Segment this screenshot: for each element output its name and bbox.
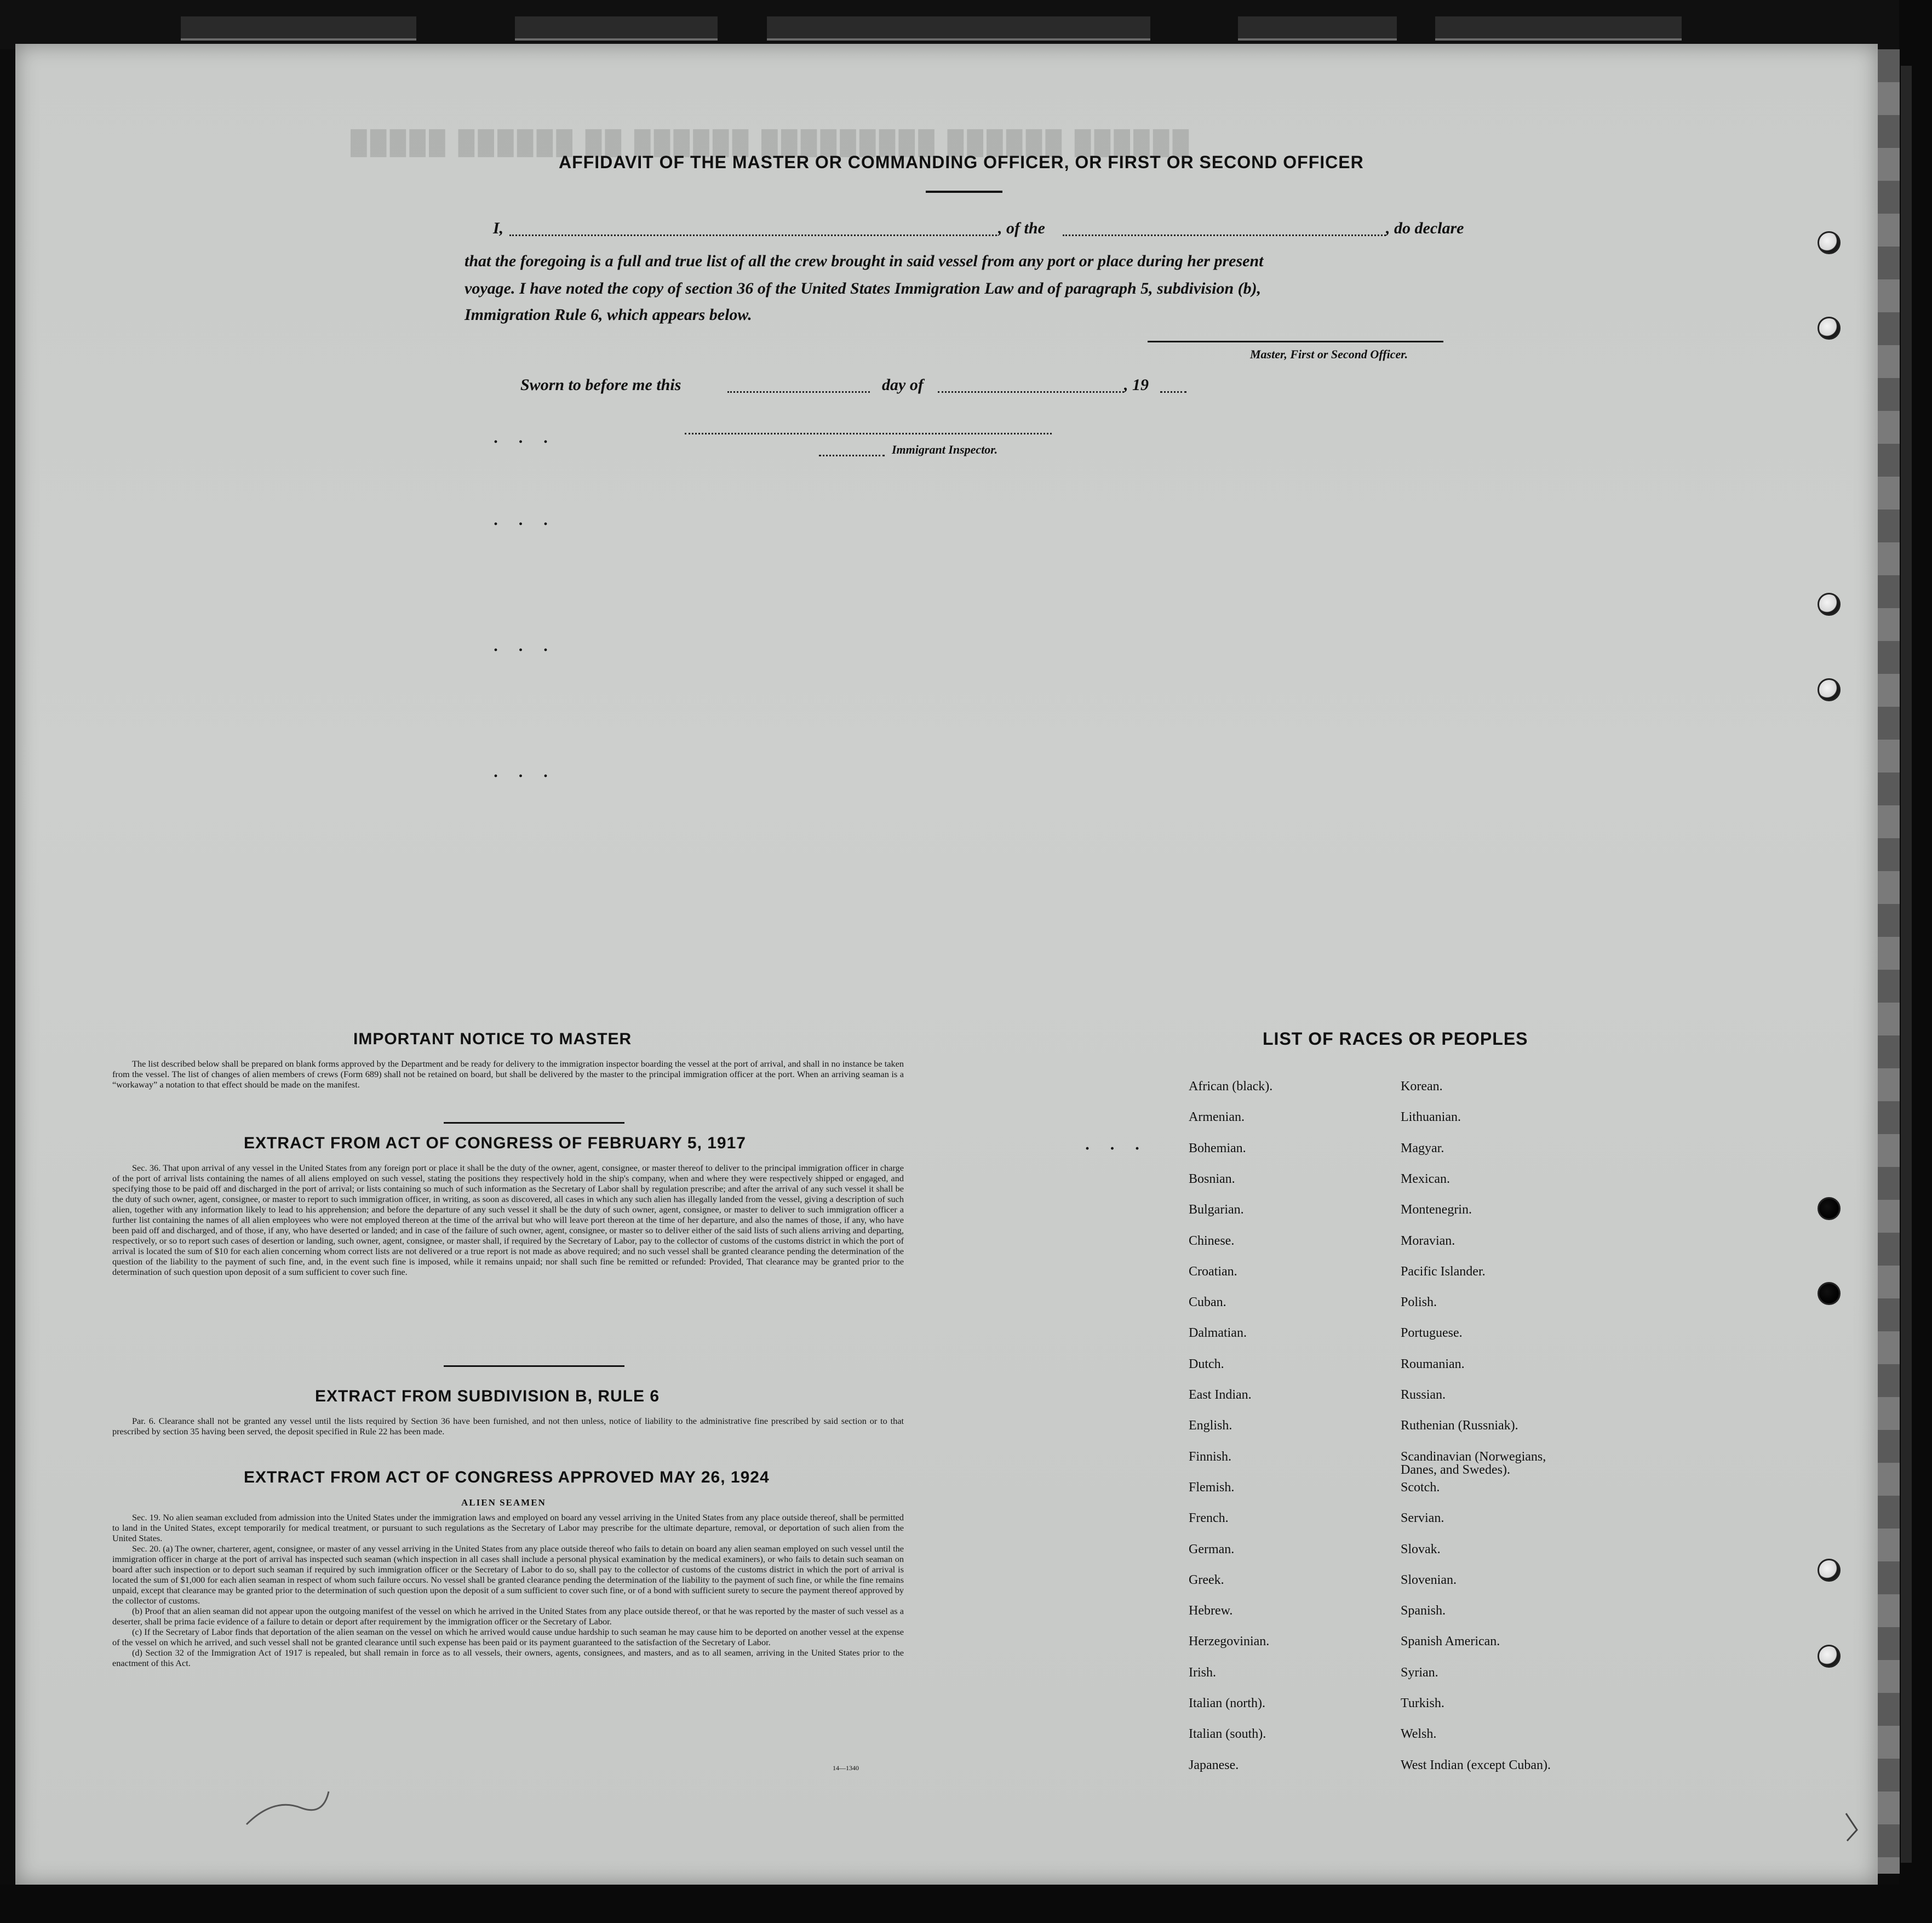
affidavit-line-4: Immigration Rule 6, which appears below. bbox=[465, 306, 752, 324]
sec-36-paragraph: Sec. 36. That upon arrival of any vessel in the United States from any foreign port or place it shall be the duty of the owner, agent, consignee, or master thereof to deliver to the principal immigration officer in charge of the port of arrival lists containing the names of all aliens employed on such vessel, stating the positions they respectively hold in the ship's company, when and where they were respectively shipped or engaged, and specifying those to be paid off and discharged in the port of arrival; or lists containing so much of such information as the Secretary of Labor shall by regulation prescribe; and after the arrival of any such vessel it shall be the duty of such owner, agent, consignee, or master to report to such immigration officer, in writing, as soon as discovered, all cases in which any such alien has illegally landed from the vessel, giving a description of such alien, together with any information likely to lead to his apprehension; and before the departure of any such vessel it shall be the duty of such owner, agent, consignee, or master to deliver to such immigration officer a further list containing the names of all alien employees who were not employed thereon at the time of the arrival but who will leave port thereon at the time of her departure, and also the names of those, if any, who have been paid off and discharged, and of those, if any, who have deserted or landed; and in case of the failure of such owner, agent, consignee, or master so to deliver either of the said lists of such aliens arriving and departing, respectively, or so to report such cases of desertion or landing, such owner, agent, consignee, or master shall, if required by the Secretary of Labor, pay to the collector of customs of the customs district in which the port of arrival is located the sum of $10 for each alien concerning whom correct lists are not delivered or a true report is not made as above required; and no such vessel shall be granted clearance pending the determination of the question of the liability to the payment of such fine, and, in the event such fine is imposed, while it remains unpaid; nor shall such fine be remitted or refunded: Provided, That clearance may be granted prior to the determination of such question upon deposit of a sum sufficient to cover such fine. bbox=[112, 1163, 904, 1277]
sec-20a-paragraph: Sec. 20. (a) The owner, charterer, agent, consignee, or master of any vessel arriving in the United States from any place outside thereof who fails to detain on board any alien seaman employed on such vessel until the immigration officer in charge at the port of arrival has inspected such seaman (which inspection in all cases shall include a personal physical examination by the medical examiners), or who fails to detain such seaman on board after such inspection or to deport such seaman if required by such immigration officer or the Secretary of Labor to do so, shall pay to the collector of customs of the customs district in which the port of arrival is located the sum of $1,000 for each alien seaman in respect of whom such failure occurs. No vessel shall be granted clearance pending the determination of the liability to the payment of such fine, or while the fine remains unpaid, except that clearance may be granted prior to the determination of such question upon the deposit of a sum sufficient to cover such fine, or of a bond with sufficient surety to secure the payment thereof approved by the collector of customs. bbox=[112, 1543, 904, 1606]
blank-day-line bbox=[727, 391, 870, 393]
top-edge-tab bbox=[515, 16, 718, 41]
race-item: African (black). bbox=[1189, 1079, 1273, 1094]
race-item: Bosnian. bbox=[1189, 1171, 1235, 1186]
top-edge-tab bbox=[1238, 16, 1397, 41]
race-item: Spanish American. bbox=[1401, 1634, 1500, 1649]
race-item: Finnish. bbox=[1189, 1449, 1232, 1464]
punch-hole bbox=[1818, 231, 1841, 254]
alien-seamen-subheading: ALIEN SEAMEN bbox=[461, 1497, 546, 1508]
affidavit-title: AFFIDAVIT OF THE MASTER OR COMMANDING OFFICER, OR FIRST OR SECOND OFFICER bbox=[559, 152, 1364, 172]
notice-paragraph: The list described below shall be prepared on blank forms approved by the Department and be ready for delivery to the immigration inspector boarding the vessel at the port of arrival, and shall in no instance be taken from the vessel. The list of changes of alien members of crews (Form 689) shall not be retained on board, but shall be delivered by the master to the principal immigration officer at the port. When an arriving seaman is a “workaway” a notation to that effect should be made on the manifest. bbox=[112, 1058, 904, 1090]
race-item: Bohemian. bbox=[1189, 1141, 1246, 1155]
page-edge-strip bbox=[1878, 49, 1900, 1874]
race-item: Mexican. bbox=[1401, 1171, 1450, 1186]
race-item: Korean. bbox=[1401, 1079, 1443, 1094]
race-item: Chinese. bbox=[1189, 1233, 1235, 1248]
pencil-mark bbox=[241, 1786, 351, 1835]
sec-20d-paragraph: (d) Section 32 of the Immigration Act of 1917 is repealed, but shall remain in force as to all vessels, their owners, agents, consignees, and masters, and as to all seamen, arriving in the United States prior to the enactment of this Act. bbox=[112, 1647, 904, 1668]
race-item: German. bbox=[1189, 1542, 1235, 1556]
inspector-signature-lead bbox=[819, 455, 885, 456]
race-item: Lithuanian. bbox=[1401, 1110, 1461, 1125]
margin-tick-marks: · · · bbox=[493, 433, 557, 451]
races-heading: LIST OF RACES OR PEOPLES bbox=[1263, 1029, 1528, 1049]
race-item: Hebrew. bbox=[1189, 1604, 1233, 1618]
punch-hole bbox=[1818, 678, 1841, 701]
notice-heading: IMPORTANT NOTICE TO MASTER bbox=[353, 1030, 632, 1048]
master-signature-line bbox=[1148, 341, 1443, 342]
par-6-paragraph: Par. 6. Clearance shall not be granted any vessel until the lists required by Section 36 have been furnished, and not then unless, notice of liability to the administrative fine prescribed by said section or to that prescribed by section 35 having been served, the deposit specified in Rule 22 has been made. bbox=[112, 1416, 904, 1436]
master-signature-label: Master, First or Second Officer. bbox=[1250, 347, 1408, 361]
blank-name-line bbox=[509, 234, 997, 236]
punch-hole bbox=[1818, 317, 1841, 340]
race-item: Pacific Islander. bbox=[1401, 1264, 1486, 1279]
sec-19-paragraph: Sec. 19. No alien seaman excluded from admission into the United States under the immigration laws and employed on board any vessel arriving in the United States from any place outside thereof, shall be permitted to land in the United States, except temporarily for medical treatment, or pursuant to such regulations as the Secretary of Labor may prescribe for the ultimate departure, removal, or deportation of such alien from the United States. bbox=[112, 1512, 904, 1543]
extract-1917-text bbox=[112, 1163, 904, 1277]
margin-tick-marks: · · · bbox=[493, 515, 557, 533]
inspector-signature-line bbox=[685, 433, 1052, 434]
sec-20c-paragraph: (c) If the Secretary of Labor finds that deportation of the alien seaman on the vessel on which he arrived would cause undue hardship to such seaman he may cause him to be deported on another vessel at the expense of the vessel on which he arrived, and such vessel shall not be granted clearance until such expense has been paid or its payment guaranteed to the satisfaction of the Secretary of Labor. bbox=[112, 1627, 904, 1647]
inspector-label: Immigrant Inspector. bbox=[892, 443, 998, 456]
sec-20b-paragraph: (b) Proof that an alien seaman did not appear upon the outgoing manifest of the vessel on which he arrived in the United States from any place outside thereof, or that he was reported by the master of such vessel as a deserter, shall be prima facie evidence of a failure to detain or deport after requirement by the immigration officer or the Secretary of Labor. bbox=[112, 1606, 904, 1627]
notice-divider bbox=[444, 1122, 624, 1124]
form-number: 14—1340 bbox=[833, 1764, 859, 1772]
affidavit-of-the: , of the bbox=[998, 219, 1045, 237]
scan-frame-bottom bbox=[0, 1885, 1932, 1923]
race-item: French. bbox=[1189, 1511, 1229, 1526]
top-edge-tab bbox=[767, 16, 1150, 41]
race-item: Slovenian. bbox=[1401, 1572, 1457, 1587]
subdivision-b-heading: EXTRACT FROM SUBDIVISION B, RULE 6 bbox=[315, 1387, 660, 1405]
race-item: Magyar. bbox=[1401, 1141, 1444, 1155]
race-item: Croatian. bbox=[1189, 1264, 1237, 1279]
race-item: Ruthenian (Russniak). bbox=[1401, 1418, 1518, 1433]
race-item: Welsh. bbox=[1401, 1727, 1437, 1742]
race-item: East Indian. bbox=[1189, 1388, 1252, 1402]
affidavit-line-3: voyage. I have noted the copy of section 36 of the United States Immigration Law and of paragraph 5, subdivision (b), bbox=[465, 279, 1262, 297]
punch-hole bbox=[1818, 593, 1841, 616]
race-item: Turkish. bbox=[1401, 1696, 1444, 1710]
race-item: Italian (north). bbox=[1189, 1696, 1265, 1710]
punch-hole bbox=[1818, 1197, 1841, 1220]
race-item: Polish. bbox=[1401, 1295, 1437, 1310]
pencil-mark bbox=[1841, 1808, 1868, 1846]
race-item: Danes, and Swedes). bbox=[1401, 1462, 1510, 1477]
race-item: Montenegrin. bbox=[1401, 1203, 1472, 1217]
blank-vessel-line bbox=[1063, 234, 1386, 236]
affidavit-line-2: that the foregoing is a full and true list of all the crew brought in said vessel from any port or place during her present bbox=[465, 252, 1264, 270]
margin-tick-marks: · · · bbox=[493, 767, 557, 785]
race-item: Russian. bbox=[1401, 1388, 1446, 1402]
page-edge-shadow bbox=[1901, 66, 1912, 1863]
race-item: Irish. bbox=[1189, 1665, 1216, 1680]
race-item: West Indian (except Cuban). bbox=[1401, 1758, 1551, 1772]
punch-hole bbox=[1818, 1559, 1841, 1582]
affidavit-i: I, bbox=[493, 219, 504, 237]
race-item: Portuguese. bbox=[1401, 1326, 1463, 1341]
race-item: Armenian. bbox=[1189, 1110, 1245, 1125]
extract-1917-heading: EXTRACT FROM ACT OF CONGRESS OF FEBRUARY 5, 1917 bbox=[244, 1134, 746, 1152]
race-item: Cuban. bbox=[1189, 1295, 1226, 1310]
extract-1924-text bbox=[112, 1512, 904, 1668]
race-item: Moravian. bbox=[1401, 1233, 1455, 1248]
race-item: Slovak. bbox=[1401, 1542, 1441, 1556]
margin-tick-marks: · · · bbox=[493, 641, 557, 659]
title-underline bbox=[926, 191, 1002, 193]
race-item: Flemish. bbox=[1189, 1480, 1235, 1495]
race-item: Bulgarian. bbox=[1189, 1203, 1244, 1217]
punch-hole bbox=[1818, 1282, 1841, 1305]
blank-month-line bbox=[938, 391, 1124, 393]
bleed-through-text: █████ ██████ ██ ██████ █████████ ██████ ██████ bbox=[351, 129, 1193, 155]
notice-text bbox=[112, 1058, 904, 1090]
race-item: Herzegovinian. bbox=[1189, 1634, 1270, 1649]
race-item: Servian. bbox=[1401, 1511, 1444, 1526]
sworn-prefix: Sworn to before me this bbox=[520, 376, 681, 394]
race-item: Scotch. bbox=[1401, 1480, 1440, 1495]
race-item: Japanese. bbox=[1189, 1758, 1239, 1772]
race-item: Italian (south). bbox=[1189, 1727, 1266, 1742]
extract-1917-divider bbox=[444, 1365, 624, 1367]
race-item: English. bbox=[1189, 1418, 1232, 1433]
affidavit-declare: , do declare bbox=[1386, 219, 1464, 237]
punch-hole bbox=[1818, 1645, 1841, 1668]
race-item: Syrian. bbox=[1401, 1665, 1438, 1680]
sworn-day-of: day of bbox=[882, 376, 924, 394]
top-edge-tab bbox=[181, 16, 416, 41]
race-item: Greek. bbox=[1189, 1572, 1224, 1587]
sworn-year: , 19 bbox=[1124, 376, 1149, 394]
margin-tick-marks: · · · bbox=[1085, 1140, 1148, 1158]
subdivision-b-text bbox=[112, 1416, 904, 1436]
race-item: Dalmatian. bbox=[1189, 1326, 1247, 1341]
blank-year-line bbox=[1160, 391, 1186, 393]
top-edge-tab bbox=[1435, 16, 1682, 41]
extract-1924-heading: EXTRACT FROM ACT OF CONGRESS APPROVED MAY 26, 1924 bbox=[244, 1468, 770, 1486]
race-item: Scandinavian (Norwegians, bbox=[1401, 1449, 1546, 1464]
race-item: Spanish. bbox=[1401, 1604, 1446, 1618]
race-item: Roumanian. bbox=[1401, 1357, 1465, 1371]
race-item: Dutch. bbox=[1189, 1357, 1224, 1371]
